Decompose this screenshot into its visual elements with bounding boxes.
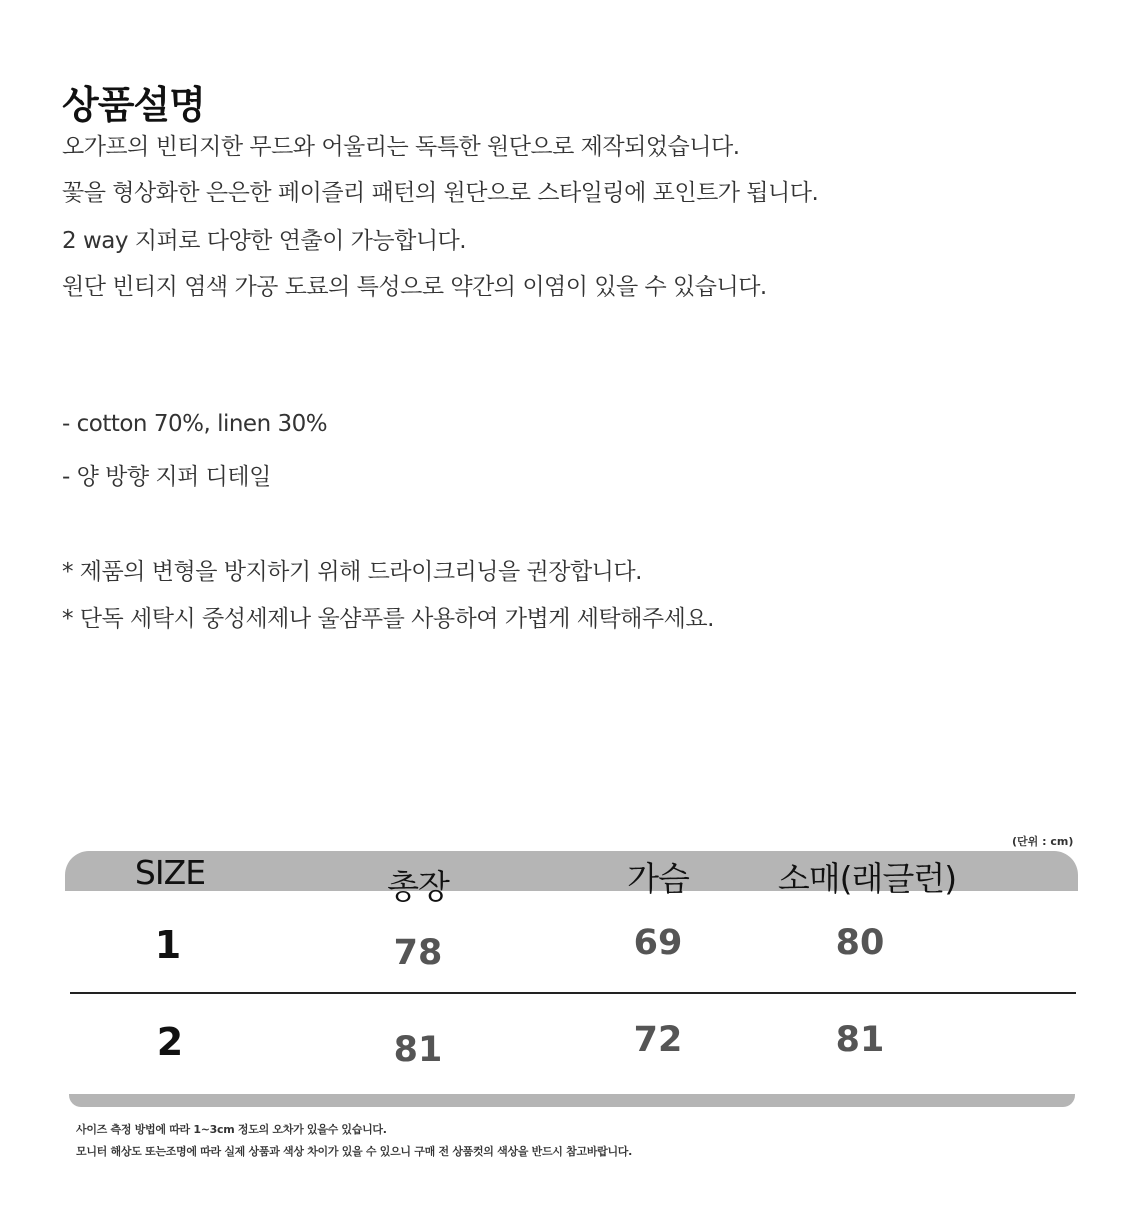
feature-line: - 양 방향 지퍼 디테일 bbox=[62, 464, 271, 490]
table-cell: 78 bbox=[393, 933, 443, 973]
description-line: 2 way 지퍼로 다양한 연출이 가능합니다. bbox=[62, 228, 467, 254]
description-line: 원단 빈티지 염색 가공 도료의 특성으로 약간의 이염이 있을 수 있습니다. bbox=[62, 274, 767, 300]
note-line: 사이즈 측정 방법에 따라 1~3cm 정도의 오차가 있을수 있습니다. bbox=[76, 1123, 387, 1136]
table-cell: 81 bbox=[835, 1020, 885, 1060]
header-length: 총장 bbox=[387, 867, 449, 906]
row-divider bbox=[70, 992, 1076, 994]
note-line: 모니터 해상도 또는조명에 따라 실제 상품과 색상 차이가 있을 수 있으니 구매 전 상품컷의 색상을 반드시 참고바랍니다. bbox=[76, 1145, 632, 1158]
table-cell: 80 bbox=[835, 923, 885, 963]
header-size: SIZE bbox=[134, 853, 206, 892]
table-cell: 81 bbox=[393, 1030, 443, 1070]
feature-line: - cotton 70%, linen 30% bbox=[62, 411, 328, 437]
unit-label: (단위 : cm) bbox=[1012, 835, 1074, 848]
section-title: 상품설명 bbox=[62, 83, 205, 127]
table-cell-size: 2 bbox=[156, 1020, 184, 1064]
table-cell-size: 1 bbox=[154, 923, 182, 967]
table-cell: 69 bbox=[633, 923, 683, 963]
table-bottom-bar bbox=[69, 1094, 1075, 1107]
size-table bbox=[65, 851, 1078, 1107]
description-line: 오가프의 빈티지한 무드와 어울리는 독특한 원단으로 제작되었습니다. bbox=[62, 134, 740, 160]
header-sleeve: 소매(래글런) bbox=[777, 859, 957, 898]
care-line: * 제품의 변형을 방지하기 위해 드라이크리닝을 권장합니다. bbox=[62, 559, 642, 585]
care-line: * 단독 세탁시 중성세제나 울샴푸를 사용하여 가볍게 세탁해주세요. bbox=[62, 606, 714, 632]
description-line: 꽃을 형상화한 은은한 페이즐리 패턴의 원단으로 스타일링에 포인트가 됩니다. bbox=[62, 180, 819, 206]
header-chest: 가슴 bbox=[627, 859, 689, 898]
table-cell: 72 bbox=[633, 1020, 683, 1060]
